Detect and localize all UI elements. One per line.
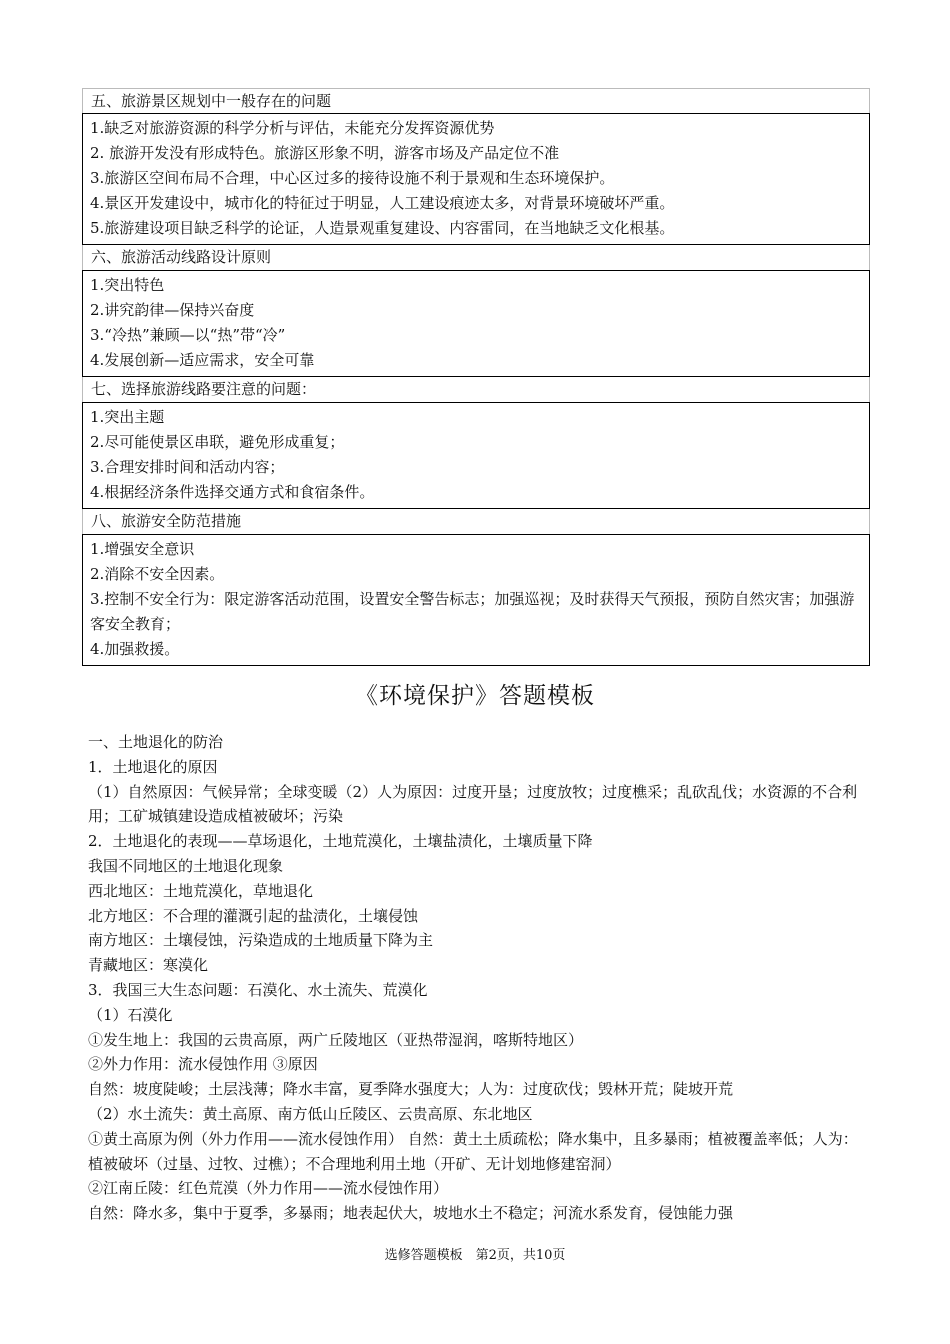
paragraph: 自然：降水多，集中于夏季，多暴雨；地表起伏大，坡地水土不稳定；河流水系发育，侵蚀能力强 [88, 1204, 734, 1223]
list-item: 5.旅游建设项目缺乏科学的论证，人造景观重复建设、内容雷同，在当地缺乏文化根基。 [90, 219, 675, 237]
paragraph: （1）自然原因：气候异常；全球变暖（2）人为原因：过度开垦；过度放牧；过度樵采；乱砍乱伐；水资源的不合利用；工矿城镇建设造成植被破坏；污染 [88, 782, 858, 826]
section-box-8 [82, 534, 870, 666]
paragraph: 1．土地退化的原因 [88, 757, 218, 776]
paragraph: 3．我国三大生态问题：石漠化、水土流失、荒漠化 [88, 980, 428, 999]
paragraph: ①黄土高原为例（外力作用——流水侵蚀作用） 自然：黄土土质疏松；降水集中，且多暴雨；植被覆盖率低；人为：植被破坏（过垦、过牧、过樵）；不合理地利用土地（开矿、无计划地修建窑洞） [88, 1129, 858, 1173]
list-item: 1.突出主题 [90, 408, 165, 426]
list-item: 4.根据经济条件选择交通方式和食宿条件。 [90, 483, 375, 501]
list-item: 3.合理安排时间和活动内容； [90, 458, 285, 476]
paragraph: 青藏地区：寒漠化 [88, 956, 209, 975]
paragraph: 西北地区：土地荒漠化，草地退化 [88, 881, 314, 900]
paragraph: 南方地区：土壤侵蚀，污染造成的土地质量下降为主 [88, 931, 434, 950]
paragraph: 我国不同地区的土地退化现象 [88, 856, 284, 875]
section-box-5 [82, 113, 870, 245]
list-item: 4.发展创新—适应需求，安全可靠 [90, 351, 315, 369]
section-box-6 [82, 270, 870, 377]
section-box-7 [82, 402, 870, 509]
list-item: 2.尽可能使景区串联，避免形成重复； [90, 433, 345, 451]
list-item: 4.加强救援。 [90, 640, 180, 658]
paragraph: ①发生地上：我国的云贵高原，两广丘陵地区（亚热带湿润，喀斯特地区） [88, 1030, 584, 1049]
page-footer: 选修答题模板 第2页，共10页 [384, 1248, 566, 1263]
list-item: 4.景区开发建设中，城市化的特征过于明显，人工建设痕迹太多，对背景环境破坏严重。 [90, 194, 675, 212]
list-item: 3.“冷热”兼顾—以“热”带“冷” [90, 326, 286, 344]
section-heading-8: 八、旅游安全防范措施 [82, 509, 870, 534]
paragraph: （1）石漠化 [88, 1005, 173, 1024]
section-heading-5: 五、旅游景区规划中一般存在的问题 [82, 88, 870, 113]
section-heading-7: 七、选择旅游线路要注意的问题： [82, 377, 870, 402]
list-item: 3.旅游区空间布局不合理，中心区过多的接待设施不利于景观和生态环境保护。 [90, 169, 615, 187]
paragraph: ②江南丘陵：红色荒漠（外力作用——流水侵蚀作用） [88, 1179, 449, 1198]
list-item: 1.突出特色 [90, 276, 165, 294]
tourism-sections [82, 88, 870, 666]
list-item: 2. 旅游开发没有形成特色。旅游区形象不明，游客市场及产品定位不准 [90, 144, 560, 162]
list-item: 3.控制不安全行为：限定游客活动范围，设置安全警告标志；加强巡视；及时获得天气预报，预防自然灾害；加强游客安全教育； [90, 590, 855, 633]
paragraph: 自然：坡度陡峻；土层浅薄；降水丰富，夏季降水强度大；人为：过度砍伐；毁林开荒；陡坡开荒 [88, 1080, 734, 1099]
document-title: 《环境保护》答题模板 [355, 683, 595, 709]
paragraph: 北方地区：不合理的灌溉引起的盐渍化，土壤侵蚀 [88, 906, 419, 925]
list-item: 2.消除不安全因素。 [90, 565, 225, 583]
list-item: 2.讲究韵律—保持兴奋度 [90, 301, 255, 319]
list-item: 1.缺乏对旅游资源的科学分析与评估，未能充分发挥资源优势 [90, 119, 495, 137]
paragraph: （2）水土流失：黄土高原、南方低山丘陵区、云贵高原、东北地区 [88, 1104, 533, 1123]
list-item: 1.增强安全意识 [90, 540, 195, 558]
paragraph: 一、土地退化的防治 [88, 733, 224, 751]
paragraph: 2．土地退化的表现——草场退化，土地荒漠化，土壤盐渍化，土壤质量下降 [88, 832, 593, 851]
environment-body [88, 730, 864, 1226]
paragraph: ②外力作用：流水侵蚀作用 ③原因 [88, 1055, 318, 1074]
section-heading-6: 六、旅游活动线路设计原则 [82, 245, 870, 270]
